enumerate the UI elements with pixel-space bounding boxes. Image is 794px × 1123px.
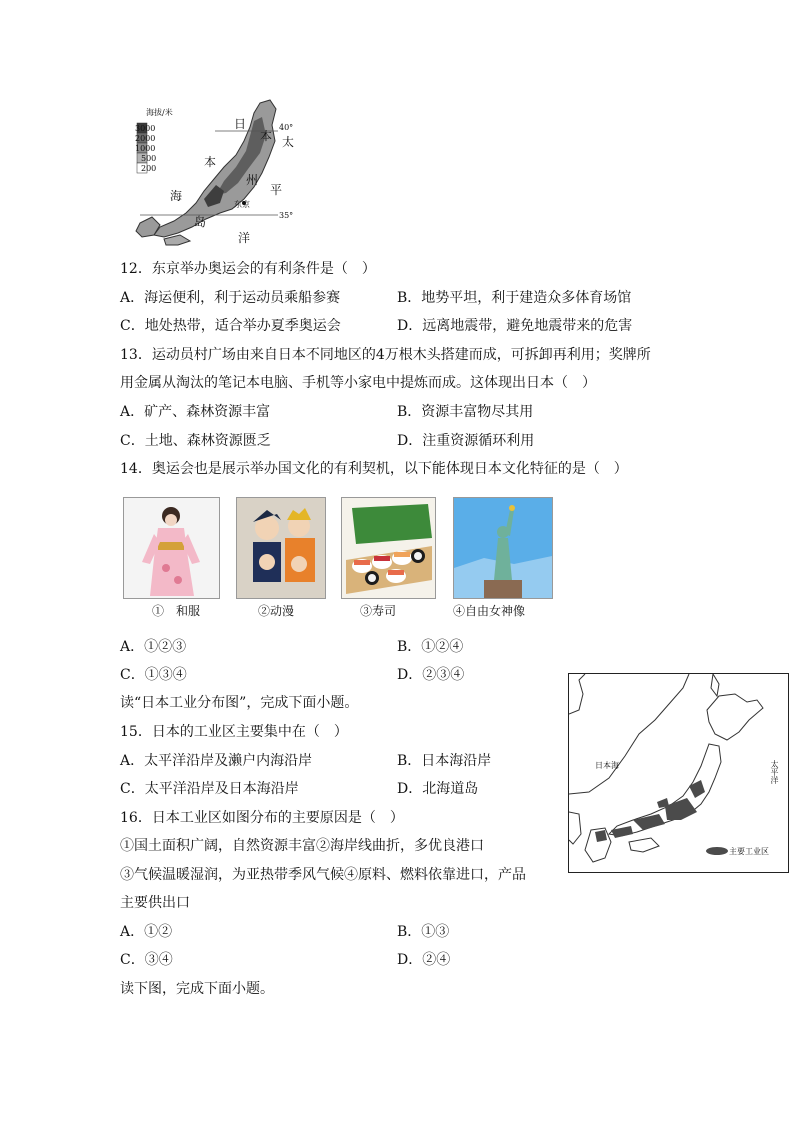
legend-value-2000: 2000 — [135, 134, 156, 143]
map-label-dao: 岛 — [194, 215, 207, 229]
q14-option-b[interactable]: B．①②④ — [397, 639, 464, 655]
map-label-tai: 太 — [282, 135, 295, 149]
q14-option-a[interactable]: A．①②③ — [120, 639, 187, 655]
outro-text: 读下图，完成下面小题。 — [120, 981, 274, 997]
q13-option-a[interactable]: A．矿产、森林资源丰富 — [120, 404, 271, 420]
map-label-hai: 海 — [170, 189, 183, 203]
map-label-tokyo: 东京 — [234, 200, 250, 209]
map-label-lat35: 35° — [279, 211, 294, 220]
industrial-zone-legend-label: 主要工业区 — [729, 847, 769, 856]
legend-value-200: 200 — [141, 164, 157, 173]
q13-option-c[interactable]: C．土地、森林资源匮乏 — [120, 433, 271, 449]
q16-stem: 16．日本工业区如图分布的主要原因是（ ） — [120, 810, 404, 826]
map-label-ben2: 本 — [204, 155, 217, 169]
anime-photo — [236, 497, 326, 599]
q14-option-d[interactable]: D．②③④ — [397, 667, 465, 683]
legend-value-3000: 3000 — [135, 124, 156, 133]
q15-stem: 15．日本的工业区主要集中在（ ） — [120, 724, 348, 740]
caption-statue: ④自由女神像 — [453, 604, 526, 618]
q16-statement-line3: 主要供出口 — [120, 895, 190, 911]
q13-stem-line1: 13．运动员村广场由来自日本不同地区的4万根木头搭建而成，可拆卸再利用；奖牌所 — [120, 347, 651, 363]
caption-kimono: ① 和服 — [152, 604, 201, 618]
q12-stem: 12．东京举办奥运会的有利条件是（ ） — [120, 261, 376, 277]
q16-option-b[interactable]: B．①③ — [397, 924, 450, 940]
kimono-photo — [123, 497, 220, 599]
q16-option-d[interactable]: D．②④ — [397, 952, 451, 968]
q15-option-d[interactable]: D．北海道岛 — [397, 781, 479, 797]
map-label-ping: 平 — [270, 183, 283, 197]
map-label-lat40: 40° — [279, 123, 294, 132]
legend-value-1000: 1000 — [135, 144, 156, 153]
legend-value-500: 500 — [141, 154, 157, 163]
q15-option-c[interactable]: C．太平洋沿岸及日本海沿岸 — [120, 781, 299, 797]
topographic-map — [120, 95, 305, 247]
q13-option-b[interactable]: B．资源丰富物尽其用 — [397, 404, 534, 420]
q13-stem-line2: 用金属从淘汰的笔记本电脑、手机等小家电中提炼而成。这体现出日本（ ） — [120, 375, 596, 391]
q12-option-a[interactable]: A．海运便利，利于运动员乘船参赛 — [120, 290, 341, 306]
statue-of-liberty-photo — [453, 497, 553, 599]
industry-map — [568, 673, 789, 873]
map-label-ben: 本 — [260, 129, 273, 143]
q13-option-d[interactable]: D．注重资源循环利用 — [397, 433, 535, 449]
q16-option-c[interactable]: C．③④ — [120, 952, 173, 968]
q12-option-d[interactable]: D．远离地震带，避免地震带来的危害 — [397, 318, 633, 334]
q16-option-a[interactable]: A．①② — [120, 924, 173, 940]
caption-anime: ②动漫 — [258, 604, 295, 618]
q12-option-c[interactable]: C．地处热带，适合举办夏季奥运会 — [120, 318, 341, 334]
q14-stem: 14．奥运会也是展示举办国文化的有利契机，以下能体现日本文化特征的是（ ） — [120, 461, 628, 477]
q16-statement-line2: ③气候温暖湿润，为亚热带季风气候④原料、燃料依靠进口，产品 — [120, 867, 526, 883]
q14-option-c[interactable]: C．①③④ — [120, 667, 187, 683]
sea-of-japan-label: 日本海 — [595, 761, 619, 770]
q15-option-a[interactable]: A．太平洋沿岸及濑户内海沿岸 — [120, 753, 313, 769]
caption-sushi: ③寿司 — [360, 604, 397, 618]
q15-option-b[interactable]: B．日本海沿岸 — [397, 753, 492, 769]
map-label-zhou: 州 — [246, 173, 259, 187]
q12-option-b[interactable]: B．地势平坦，利于建造众多体育场馆 — [397, 290, 632, 306]
map-label-ri: 日 — [234, 117, 247, 131]
pacific-ocean-label: 太平洋 — [770, 760, 779, 784]
map-label-yang: 洋 — [238, 231, 251, 245]
q16-statement-line1: ①国土面积广阔，自然资源丰富②海岸线曲折，多优良港口 — [120, 838, 484, 854]
sushi-photo — [341, 497, 436, 599]
legend-title: 海拔/米 — [146, 108, 173, 117]
intro-industry: 读“日本工业分布图”，完成下面小题。 — [120, 695, 359, 711]
